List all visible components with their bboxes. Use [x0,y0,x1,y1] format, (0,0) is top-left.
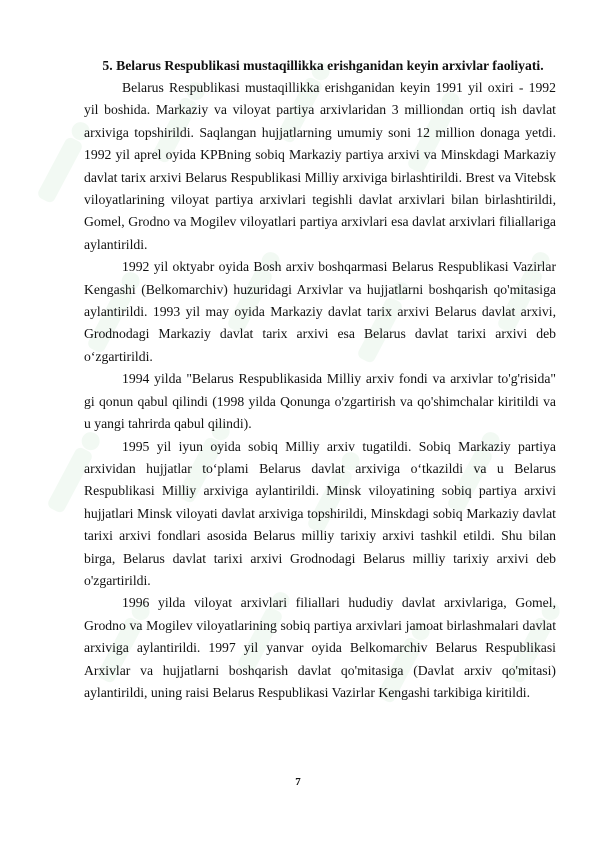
page-number: 7 [295,776,301,788]
paragraph-3: 1994 yilda "Belarus Respublikasida Milliy arxiv fondi va arxivlar to'g'risida" gi qonun qabul qilindi (1998 yilda Qonunga o'zgartirish va qo'shimchalar kiritildi va u yangi tahrirda qabul qilindi). [84,371,556,432]
paragraph-4: 1995 yil iyun oyida sobiq Milliy arxiv tugatildi. Sobiq Markaziy partiya arxividan hujjatlar to‘plami Belarus davlat arxiviga o‘tkazildi va u Belarus Respublikasi Milliy arxiviga aylantirildi. Minsk viloyatining sobiq partiya arxivi hujjatlari Minsk viloyati davlat arxiviga topshirildi, Minskdagi sobiq Markaziy davlat tarixi arxivi fondlari asosida Belarus milliy tarixiy arxivi tashkil etildi. Shu bilan birga, Belarus davlat tarixi arxivi Grodnodagi Belarus milliy tarixiy arxivi deb o'zgartirildi. [84,438,556,588]
paragraph-5: 1996 yilda viloyat arxivlari filiallari hududiy davlat arxivlariga, Gomel, Grodno va Mogilev viloyatlarining sobiq partiya arxivlari jamoat birlashmalari davlat arxiviga aylantirildi. 1997 yil yanvar oyida Belkomarchiv Belarus Respublikasi Arxivlar va hujjatlarni boshqarish davlat qo'mitasiga (Davlat arxiv qo'mitasi) aylantirildi, uning raisi Belarus Respublikasi Vazirlar Kengashi tarkibiga kiritildi. [84,595,556,700]
section-heading: 5. Belarus Respublikasi mustaqillikka erishganidan keyin arxivlar faoliyati. [102,58,544,73]
paragraph-2: 1992 yil oktyabr oyida Bosh arxiv boshqarmasi Belarus Respublikasi Vazirlar Kengashi (Belkomarchiv) huzuridagi Arxivlar va hujjatlarni boshqarish qo'mitasiga aylantirildi. 1993 yil may oyida Markaziy davlat tarix arxivi Belarus davlat arxivi, Grodnodagi Markaziy davlat tarix arxivi esa Belarus davlat tarixi arxivi deb o‘zgartirildi. [84,259,556,364]
paragraph-1: Belarus Respublikasi mustaqillikka erishganidan keyin 1991 yil oxiri - 1992 yil boshida. Markaziy va viloyat partiya arxivlaridan 3 milliondan ortiq ish davlat arxiviga topshirildi. Saqlangan hujjatlarning umumiy soni 12 million donaga yetdi. 1992 yil aprel oyida KPBning sobiq Markaziy partiya arxivi va Minskdagi Markaziy davlat tarix arxivi Belarus Respublikasi Milliy arxiviga birlashtirildi. Brest va Vitebsk viloyatlarining viloyat partiya arxivlari tegishli davlat arxivlari bilan birlashtirildi, Gomel, Grodno va Mogilev viloyatlari partiya arxivlari esa davlat arxivlari filiallariga aylantirildi. [84,80,556,252]
document-body [84,55,556,704]
